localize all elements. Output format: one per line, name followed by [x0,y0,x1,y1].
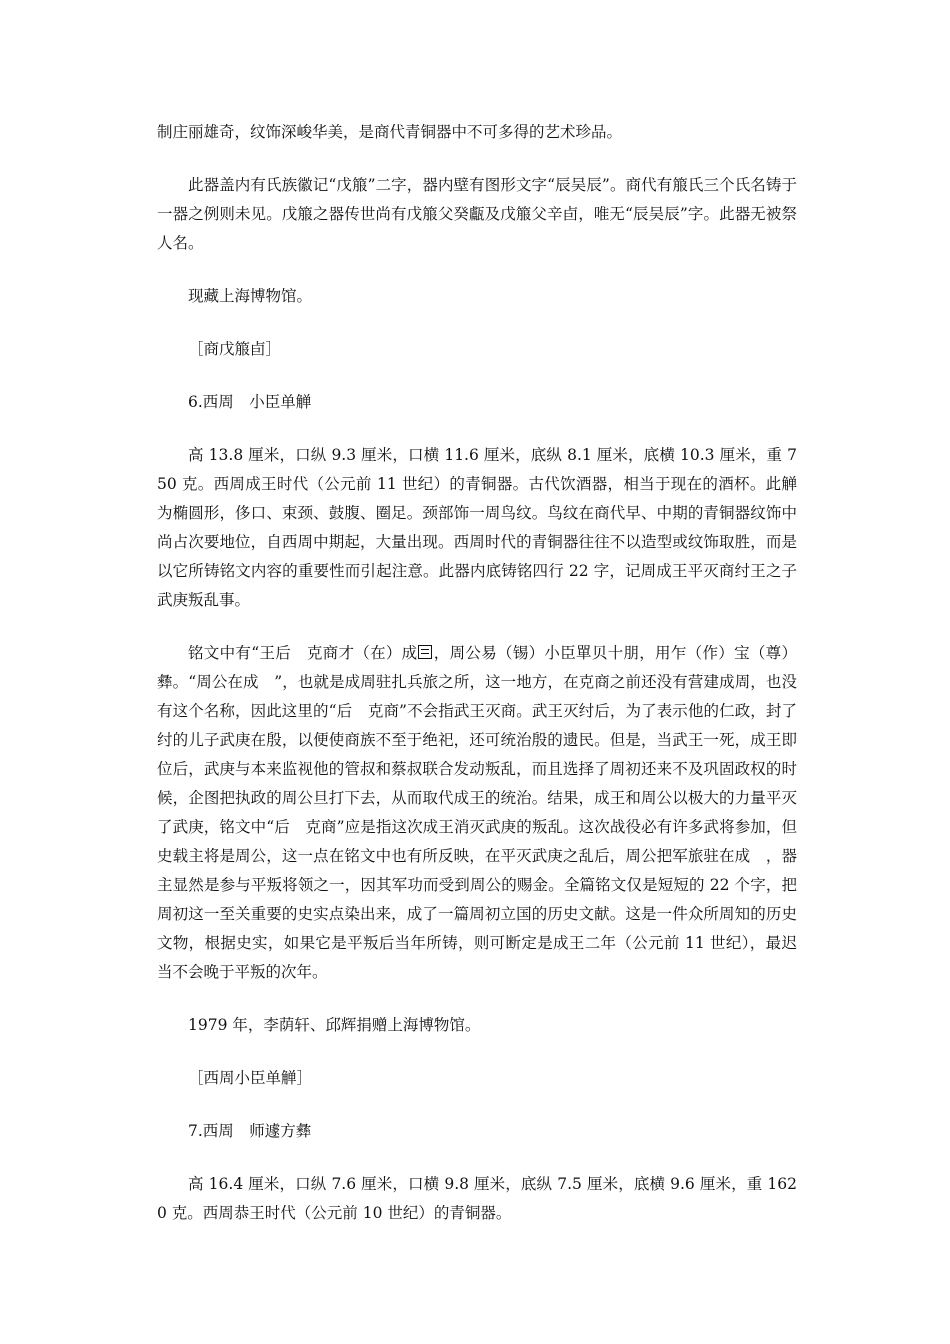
paragraph-text-before-glyph: 铭文中有“王后 克商才（在）成 [188,644,418,662]
paragraph-collection-note: 现藏上海博物馆。 [188,287,313,305]
section-heading: 7.西周 师遽方彝 [188,1122,312,1140]
image-caption: ［商戊箙卣］ [188,340,282,358]
paragraph-inscription-description: 此器盖内有氏族徽记“戊箙”二字，器内壁有图形文字“辰吴辰”。商代有箙氏三个氏名铸于一器之例则未见。戊箙之器传世尚有戊箙父癸甗及戊箙父辛卣，唯无“辰吴辰”字。此器无被祭人名。 [157,176,797,252]
paragraph-donation-note: 1979 年，李荫轩、邱辉捐赠上海博物馆。 [188,1016,481,1034]
document-page [157,118,797,1252]
section-heading: 6.西周 小臣单觯 [188,393,312,411]
rare-character-glyph-icon [418,645,432,659]
paragraph-object-description: 高 13.8 厘米，口纵 9.3 厘米，口横 11.6 厘米，底纵 8.1 厘米，底横 10.3 厘米，重 750 克。西周成王时代（公元前 11 世纪）的青铜器。古代饮酒器，相当于现在的酒杯。此觯为椭圆形，侈口、束颈、鼓腹、圈足。颈部饰一周鸟纹。鸟纹在商代早、中期的青铜器纹饰中尚占次要地位，自西周中期起，大量出现。西周时代的青铜器往往不以造型或纹饰取胜，而是以它所铸铭文内容的重要性而引起注意。此器内底铸铭四行 22 字，记周成王平灭商纣王之子武庚叛乱事。 [157,446,797,609]
paragraph-inscription-analysis [157,639,797,987]
paragraph-object-description: 高 16.4 厘米，口纵 7.6 厘米，口横 9.8 厘米，底纵 7.5 厘米，底横 9.6 厘米，重 1620 克。西周恭王时代（公元前 10 世纪）的青铜器。 [157,1175,797,1222]
image-caption: ［西周小臣单觯］ [188,1069,313,1087]
paragraph-text-after-glyph: ，周公易（锡）小臣單贝十朋，用乍（作）宝（尊）彝。“周公在成 ”，也就是成周驻扎兵旅之所，这一地方，在克商之前还没有营建成周，也没有这个名称，因此这里的“后 克商”不会指武王灭商。武王灭纣后，为了表示他的仁政，封了纣的儿子武庚在殷，以便使商族不至于绝祀，还可统治殷的遗民。但是，当武王一死，成王即位后，武庚与本来监视他的管叔和蔡叔联合发动叛乱，而且选择了周初还来不及巩固政权的时候，企图把执政的周公旦打下去，从而取代成王的统治。结果，成王和周公以极大的力量平灭了武庚，铭文中“后 克商”应是指这次成王消灭武庚的叛乱。这次战役必有许多武将参加，但史载主将是周公，这一点在铭文中也有所反映，在平灭武庚之乱后，周公把军旅驻在成 ，器主显然是参与平叛将领之一，因其军功而受到周公的赐金。全篇铭文仅是短短的 22 个字，把周初这一至关重要的史实点染出来，成了一篇周初立国的历史文献。这是一件众所周知的历史文物，根据史实，如果它是平叛后当年所铸，则可断定是成王二年（公元前 11 世纪），最迟当不会晚于平叛的次年。 [157,644,797,981]
paragraph-continuation: 制庄丽雄奇，纹饰深峻华美，是商代青铜器中不可多得的艺术珍品。 [157,123,623,141]
